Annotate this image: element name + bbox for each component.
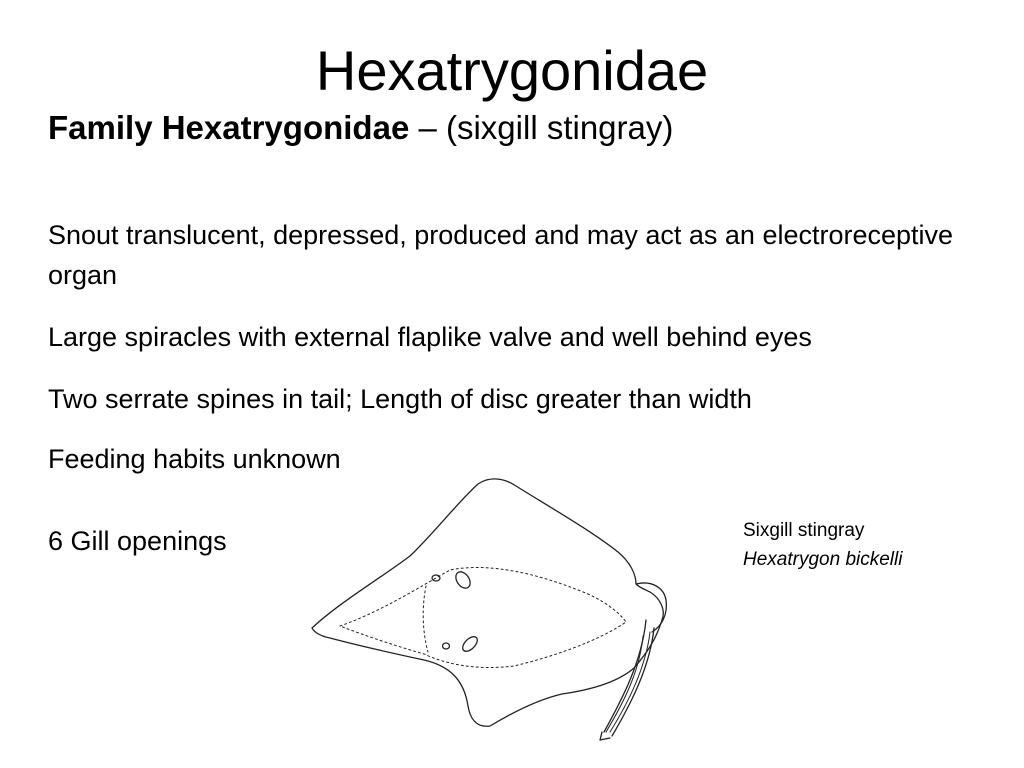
tail-tip xyxy=(600,732,610,740)
family-common-name: – (sixgill stingray) xyxy=(409,109,674,146)
bullet-gill-openings: 6 Gill openings xyxy=(48,526,227,556)
figure-caption xyxy=(743,516,902,574)
caption-common-name: Sixgill stingray xyxy=(743,520,865,541)
tail-spine-1 xyxy=(610,632,650,732)
tail-upper xyxy=(604,620,646,732)
bullet-snout: Snout translucent, depressed, produced and may act as an electroreceptive organ xyxy=(48,220,954,290)
spiracle-right xyxy=(460,634,480,654)
caption-scientific-name: Hexatrygon bickelli xyxy=(743,549,903,570)
spiracle-left xyxy=(453,569,473,591)
family-subtitle xyxy=(48,106,673,150)
family-name: Family Hexatrygonidae xyxy=(48,109,410,146)
eye-right xyxy=(443,643,450,649)
sixgill-stingray-illustration xyxy=(300,470,700,750)
bullet-spiracles: Large spiracles with external flaplike valve and well behind eyes xyxy=(48,322,812,352)
bullet-feeding: Feeding habits unknown xyxy=(48,444,341,474)
disc-outline xyxy=(312,479,663,726)
body-dotted-outline xyxy=(340,567,626,667)
slide-title: Hexatrygonidae xyxy=(315,39,709,102)
bullet-spines: Two serrate spines in tail; Length of disc greater than width xyxy=(48,384,752,414)
